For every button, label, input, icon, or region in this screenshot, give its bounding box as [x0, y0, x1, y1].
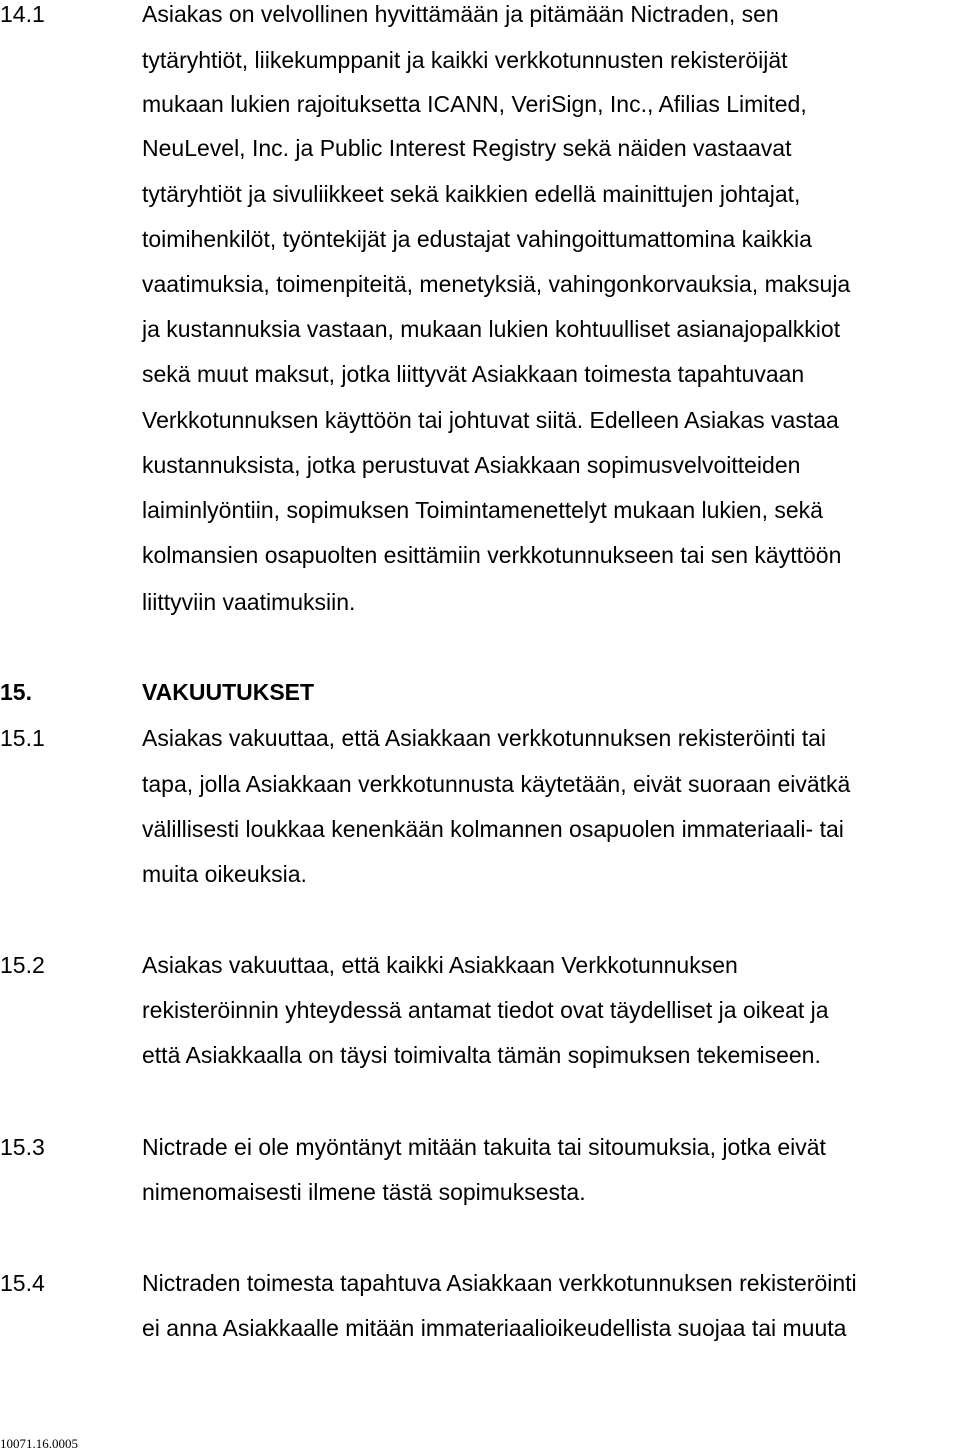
clause-line: tapa, jolla Asiakkaan verkkotunnusta käytetään, eivät suoraan eivätkä — [142, 771, 851, 797]
clause-number: 15.1 — [0, 725, 45, 751]
clause-line: välillisesti loukkaa kenenkään kolmannen osapuolen immateriaali- tai — [142, 816, 844, 842]
clause-number: 15.4 — [0, 1270, 45, 1296]
clause-line: että Asiakkaalla on täysi toimivalta tämän sopimuksen tekemiseen. — [142, 1042, 821, 1068]
clause-line: rekisteröinnin yhteydessä antamat tiedot ovat täydelliset ja oikeat ja — [142, 997, 829, 1023]
clause-line: liittyviin vaatimuksiin. — [142, 589, 356, 615]
clause-line: vaatimuksia, toimenpiteitä, menetyksiä, vahingonkorvauksia, maksuja — [142, 271, 851, 297]
clause-line: tytäryhtiöt, liikekumppanit ja kaikki verkkotunnusten rekisteröijät — [142, 47, 788, 73]
clause-line: Nictrade ei ole myöntänyt mitään takuita tai sitoumuksia, jotka eivät — [142, 1134, 826, 1160]
clause-line: kustannuksista, jotka perustuvat Asiakkaan sopimusvelvoitteiden — [142, 452, 801, 478]
clause-line: mukaan lukien rajoituksetta ICANN, VeriSign, Inc., Afilias Limited, — [142, 91, 807, 117]
clause-line: Nictraden toimesta tapahtuva Asiakkaan verkkotunnuksen rekisteröinti — [142, 1270, 857, 1296]
clause-line: toimihenkilöt, työntekijät ja edustajat vahingoittumattomina kaikkia — [142, 226, 812, 252]
clause-line: tytäryhtiöt ja sivuliikkeet sekä kaikkien edellä mainittujen johtajat, — [142, 181, 801, 207]
clause-line: Asiakas vakuuttaa, että kaikki Asiakkaan Verkkotunnuksen — [142, 952, 738, 978]
clause-line: ja kustannuksia vastaan, mukaan lukien kohtuulliset asianajopalkkiot — [142, 316, 841, 342]
clause-line: Asiakas on velvollinen hyvittämään ja pitämään Nictraden, sen — [142, 1, 779, 27]
clause-line: Verkkotunnuksen käyttöön tai johtuvat siitä. Edelleen Asiakas vastaa — [142, 407, 839, 433]
clause-line: ei anna Asiakkaalle mitään immateriaalioikeudellista suojaa tai muuta — [142, 1315, 847, 1341]
clause-line: laiminlyöntiin, sopimuksen Toimintamenettelyt mukaan lukien, sekä — [142, 497, 823, 523]
clause-line: NeuLevel, Inc. ja Public Interest Registry sekä näiden vastaavat — [142, 135, 792, 161]
clause-number: 14.1 — [0, 1, 45, 27]
clause-line: kolmansien osapuolten esittämiin verkkotunnukseen tai sen käyttöön — [142, 542, 842, 568]
clause-number: 15.3 — [0, 1134, 45, 1160]
clause-number: 15.2 — [0, 952, 45, 978]
section-title: VAKUUTUKSET — [142, 679, 315, 705]
document-code: 10071.16.0005 — [0, 1436, 78, 1451]
clause-line: nimenomaisesti ilmene tästä sopimuksesta. — [142, 1179, 586, 1205]
clause-line: muita oikeuksia. — [142, 861, 307, 887]
clause-line: sekä muut maksut, jotka liittyvät Asiakkaan toimesta tapahtuvaan — [142, 361, 805, 387]
section-number: 15. — [0, 679, 32, 705]
clause-line: Asiakas vakuuttaa, että Asiakkaan verkkotunnuksen rekisteröinti tai — [142, 725, 826, 751]
